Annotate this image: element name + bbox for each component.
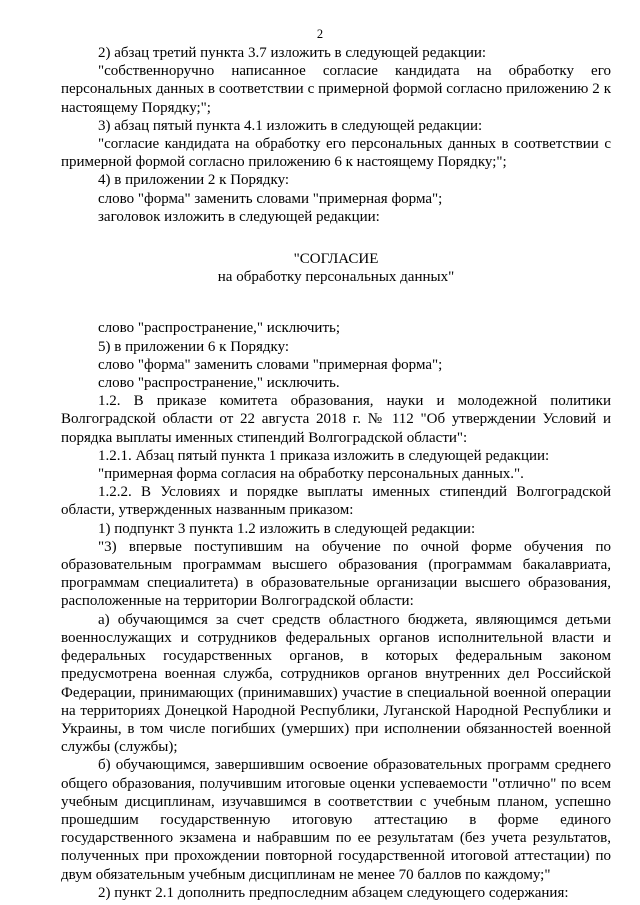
paragraph: 1.2. В приказе комитета образования, науки и молодежной политики Волгоградской области от 22 августа 2018 г. № 112 "Об утверждении Условий и порядка выплаты именных стипендий Волгоградской области":: [61, 393, 611, 446]
paragraph: 4) в приложении 2 к Порядку:: [98, 172, 290, 189]
page-number: 2: [316, 27, 324, 41]
paragraph: слово "форма" заменить словами "примерная форма";: [98, 190, 443, 207]
paragraph: слово "распространение," исключить.: [98, 375, 340, 392]
paragraph: "примерная форма согласия на обработку персональных данных.".: [98, 466, 524, 483]
paragraph: 5) в приложении 6 к Порядку:: [98, 338, 290, 355]
paragraph: 1.2.2. В Условиях и порядке выплаты именных стипендий Волгоградской области, утвержденных названным приказом:: [61, 484, 611, 519]
paragraph: б) обучающимся, завершившим освоение образовательных программ среднего общего образования, получившим итоговые оценки успеваемости "отлично" по всем учебным дисциплинам, изучавшимся в соответствии с учебным планом, успешно прошедшим государственную итоговую аттестацию в форме единого государственного экзамена и набравшим по ее результатам (без учета результатов, полученных при прохождении повторной государственной итоговой аттестации) по двум обязательным учебным дисциплинам не менее 70 баллов по каждому;": [61, 757, 611, 883]
paragraph: "собственноручно написанное согласие кандидата на обработку его персональных данных в соответствии с примерной формой согласно приложению 2 к настоящему Порядку;";: [61, 63, 611, 116]
paragraph: заголовок изложить в следующей редакции:: [98, 208, 380, 225]
paragraph: 3) абзац пятый пункта 4.1 изложить в следующей редакции:: [98, 117, 483, 134]
paragraph: "3) впервые поступившим на обучение по очной форме обучения по образовательным программам высшего образования (программам бакалавриата, программам специалитета) в образовательные организации высшего образования, расположенные на территории Волгоградской области:: [61, 538, 611, 610]
document-body: [61, 44, 611, 902]
form-heading-subtitle: на обработку персональных данных": [217, 269, 455, 286]
paragraph: 1) подпункт 3 пункта 1.2 изложить в следующей редакции:: [98, 520, 476, 537]
paragraph: а) обучающимся за счет средств областного бюджета, являющимся детьми военнослужащих и сотрудников федеральных органов исполнительной власти и федеральных государственных органов, в которых федеральным законом предусмотрена военная служба, сотрудников органов внутренних дел Российской Федерации, принимающих (принимавших) участие в специальной военной операции на территориях Донецкой Народной Республики, Луганской Народной Республики и Украины, в том числе погибших (умерших) при исполнении обязанностей военной службы (службы);: [61, 611, 611, 756]
paragraph: слово "форма" заменить словами "примерная форма";: [98, 356, 443, 373]
paragraph: "согласие кандидата на обработку его персональных данных в соответствии с примерной формой согласно приложению 6 к настоящему Порядку;";: [61, 136, 611, 171]
paragraph: 2) пункт 2.1 дополнить предпоследним абзацем следующего содержания:: [98, 884, 569, 901]
paragraph: слово "распространение," исключить;: [98, 320, 341, 337]
paragraph: 1.2.1. Абзац пятый пункта 1 приказа изложить в следующей редакции:: [98, 447, 550, 464]
form-heading-title: "СОГЛАСИЕ: [293, 251, 379, 268]
paragraph: 2) абзац третий пункта 3.7 изложить в следующей редакции:: [98, 45, 487, 61]
